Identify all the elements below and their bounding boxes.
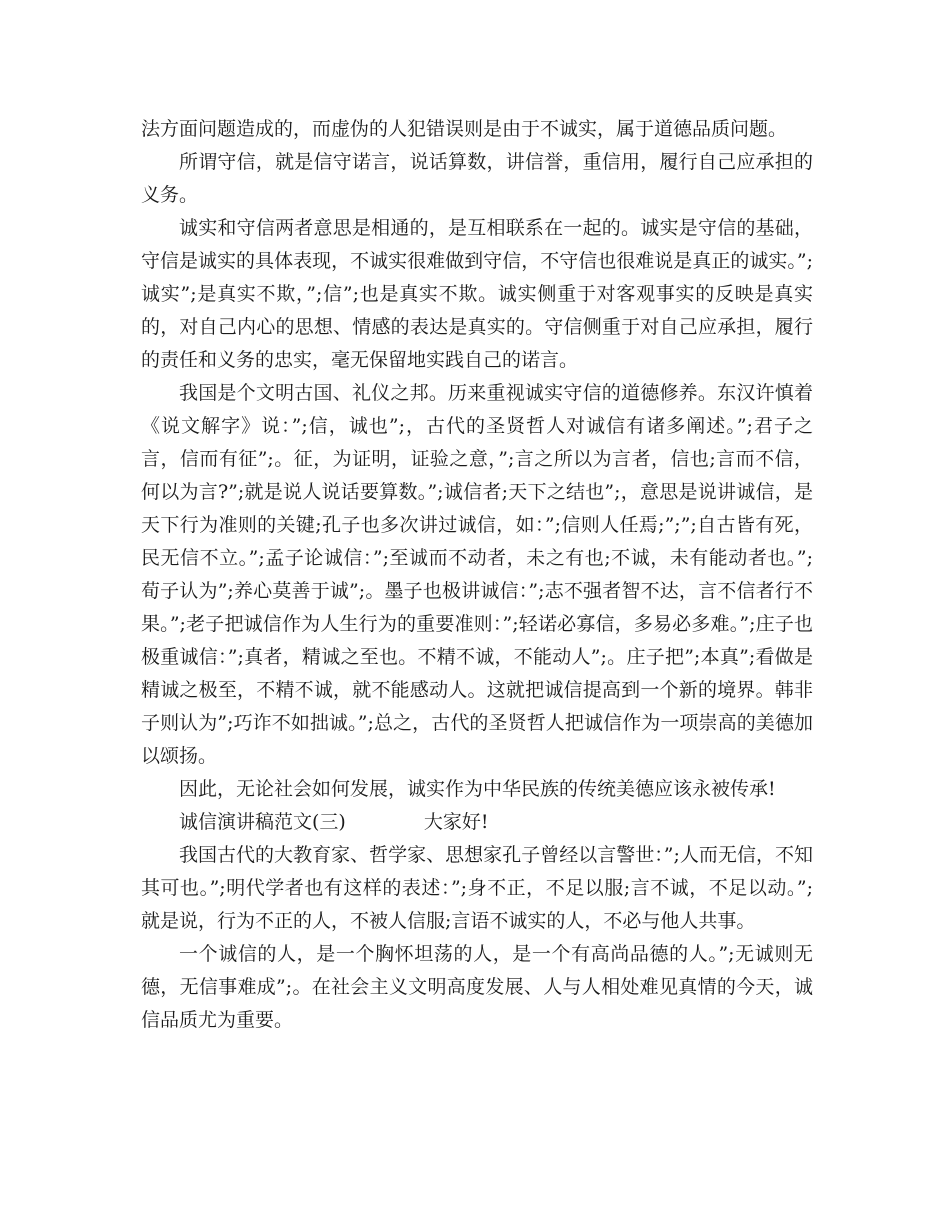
paragraph-chengshi-shouxin: 诚实和守信两者意思是相通的，是互相联系在一起的。诚实是守信的基础，守信是诚实的具体表现，不诚实很难做到守信，不守信也很难说是真正的诚实。”;诚实”;是真实不欺，”;信”;也是真实不欺。诚实侧重于对客观事实的反映是真实的，对自己内心的思想、情感的表达是真实的。守信侧重于对自己应承担，履行的责任和义务的忠实，毫无保留地实践自己的诺言。: [141, 217, 813, 371]
paragraph-continuation: 法方面问题造成的，而虚伪的人犯错误则是由于不诚实，属于道德品质问题。: [141, 118, 788, 140]
paragraph-confucius: 我国古代的大教育家、哲学家、思想家孔子曾经以言警世：”;人而无信，不知其可也。”;明代学者也有这样的表述：”;身不正，不足以服;言不诚，不足以动。”;就是说，行为不正的人，不被人信服;言语不诚实的人，不必与他人共事。: [141, 844, 813, 932]
section-title-line: [141, 806, 813, 839]
section-title: 诚信演讲稿范文(三): [179, 811, 346, 833]
paragraph-shouxin-definition: 所谓守信，就是信守诺言，说话算数，讲信誉，重信用，履行自己应承担的义务。: [141, 151, 813, 206]
document-page: [141, 113, 813, 1037]
paragraph-honest-person: 一个诚信的人，是一个胸怀坦荡的人，是一个有高尚品德的人。”;无诚则无德，无信事难成”;。在社会主义文明高度发展、人与人相处难见真情的今天，诚信品质尤为重要。: [141, 943, 813, 1031]
greeting: 大家好!: [423, 811, 489, 833]
paragraph-conclusion: 因此，无论社会如何发展，诚实作为中华民族的传统美德应该永被传承!: [179, 778, 776, 800]
paragraph-ancient-sages: 我国是个文明古国、礼仪之邦。历来重视诚实守信的道德修养。东汉许慎着《说文解字》说：”;信，诚也”;，古代的圣贤哲人对诚信有诸多阐述。”;君子之言，信而有征”;。征，为证明，证验之意，”;言之所以为言者，信也;言而不信，何以为言?”;就是说人说话要算数。”;诚信者;天下之结也”;，意思是说讲诚信，是天下行为准则的关键;孔子也多次讲过诚信，如：”;信则人任焉;”;”;自古皆有死，民无信不立。”;孟子论诚信：”;至诚而不动者，未之有也;不诚，未有能动者也。”;荀子认为”;养心莫善于诚”;。墨子也极讲诚信：”;志不强者智不达，言不信者行不果。”;老子把诚信作为人生行为的重要准则：”;轻诺必寡信，多易必多难。”;庄子也极重诚信：”;真者，精诚之至也。不精不诚，不能动人”;。庄子把”;本真”;看做是精诚之极至，不精不诚，就不能感动人。这就把诚信提高到一个新的境界。韩非子则认为”;巧诈不如拙诚。”;总之，古代的圣贤哲人把诚信作为一项崇高的美德加以颂扬。: [141, 382, 813, 767]
